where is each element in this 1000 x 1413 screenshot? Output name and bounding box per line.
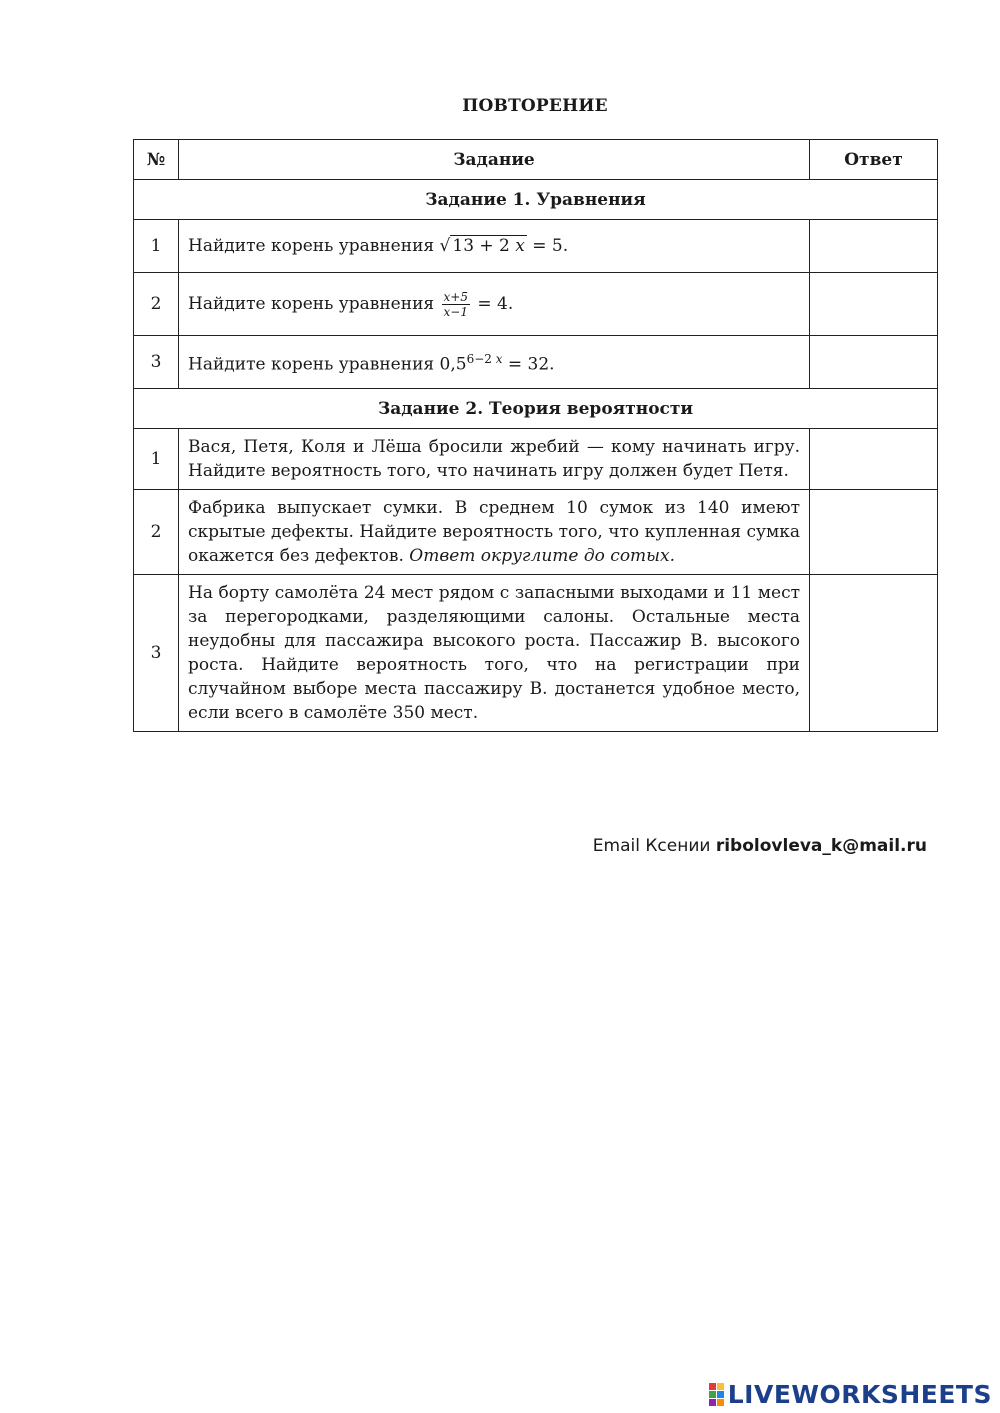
logo-square	[709, 1399, 716, 1406]
task-text: Вася, Петя, Коля и Лёша бросили жребий — кому начинать игру. Найдите вероятность того, что начинать игру должен будет Петя.	[179, 429, 810, 490]
task-text	[179, 336, 810, 389]
task-suffix: = 32.	[502, 354, 555, 375]
answer-cell[interactable]	[810, 490, 938, 575]
task-body: Фабрика выпускает сумки. В среднем 10 сумок из 140 имеют скрытые дефекты. Найдите вероятность того, что купленная сумка окажется без дефектов.	[188, 498, 800, 566]
exponent-text: 6−2	[466, 352, 496, 367]
header-num: №	[134, 140, 179, 180]
task-prefix: Найдите корень уравнения	[188, 354, 440, 375]
variable: x	[515, 236, 525, 256]
table-row	[134, 575, 938, 732]
answer-cell[interactable]	[810, 220, 938, 273]
task-prefix: Найдите корень уравнения	[188, 293, 440, 314]
variable: x	[495, 352, 503, 367]
logo-square	[709, 1391, 716, 1398]
logo-square	[717, 1391, 724, 1398]
header-task: Задание	[179, 140, 810, 180]
task-note: Ответ округлите до сотых.	[409, 546, 676, 566]
task-prefix: Найдите корень уравнения	[188, 236, 440, 256]
section-heading: Задание 1. Уравнения	[134, 180, 938, 220]
header-row	[134, 140, 938, 180]
section-heading-row	[134, 389, 938, 429]
contact-line	[593, 836, 927, 856]
task-text	[179, 490, 810, 575]
power-exponent	[467, 352, 503, 366]
table-row	[134, 220, 938, 273]
logo-square	[717, 1383, 724, 1390]
sqrt-radicand: 13 + 2	[452, 236, 516, 256]
answer-cell[interactable]	[810, 336, 938, 389]
table-row	[134, 273, 938, 336]
logo-square	[709, 1383, 716, 1390]
section-heading-row	[134, 180, 938, 220]
logo-mark-icon	[709, 1383, 724, 1406]
fraction-numerator: x+5	[443, 289, 468, 304]
power-base: 0,5	[439, 354, 467, 375]
table-row	[134, 336, 938, 389]
contact-label: Email Ксении	[592, 836, 716, 856]
table-row	[134, 429, 938, 490]
logo-text: LIVEWORKSHEETS	[727, 1379, 992, 1409]
task-text: На борту самолёта 24 мест рядом с запасными выходами и 11 мест за перегородками, разделяющими салоны. Остальные места неудобны для пассажира высокого роста. Пассажир В. высокого роста. Найдите вероятность того, что на регистрации при случайном выборе места пассажиру В. достанется удобное место, если всего в самолёте 350 мест.	[179, 575, 810, 732]
logo-square	[717, 1399, 724, 1406]
row-number: 2	[134, 273, 179, 336]
row-number: 3	[134, 336, 179, 389]
contact-email[interactable]: ribolovleva_k@mail.ru	[715, 836, 927, 856]
row-number: 1	[134, 429, 179, 490]
answer-cell[interactable]	[810, 273, 938, 336]
row-number: 3	[134, 575, 179, 732]
row-number: 1	[134, 220, 179, 273]
section-heading: Задание 2. Теория вероятности	[134, 389, 938, 429]
sqrt-expression: √ 13 + 2 x	[439, 236, 525, 256]
task-text	[179, 220, 810, 273]
fraction	[442, 290, 470, 319]
page-title: ПОВТОРЕНИЕ	[462, 96, 608, 116]
row-number: 2	[134, 490, 179, 575]
answer-cell[interactable]	[810, 429, 938, 490]
table-row	[134, 490, 938, 575]
task-suffix: = 5.	[526, 236, 569, 256]
task-text	[179, 273, 810, 336]
fraction-denominator: x−1	[443, 304, 468, 319]
liveworksheets-logo	[709, 1379, 992, 1409]
task-suffix: = 4.	[472, 293, 514, 314]
tasks-table	[133, 139, 938, 732]
answer-cell[interactable]	[810, 575, 938, 732]
header-answer: Ответ	[810, 140, 938, 180]
